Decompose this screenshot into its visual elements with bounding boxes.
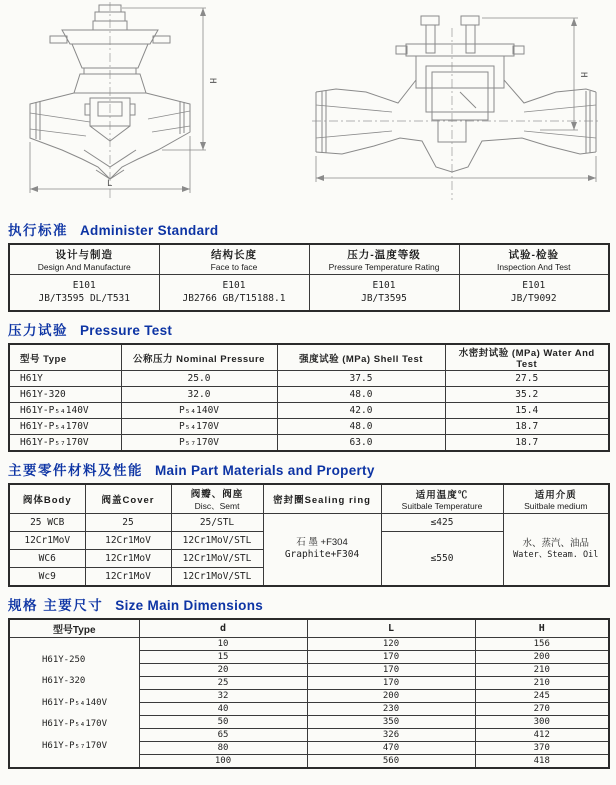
column-header-l: L: [307, 619, 475, 638]
cell-cover: 12Cr1MoV: [85, 568, 171, 586]
materials-table: [8, 483, 610, 587]
section-title-dimensions: [8, 594, 616, 614]
table-cell: E101 JB/T3595: [309, 274, 459, 311]
table-row: [9, 371, 609, 387]
dimensions-table: [8, 618, 610, 770]
cell-body: WC6: [9, 550, 85, 568]
cell-shell: 42.0: [277, 403, 445, 419]
cell-body: 12Cr1MoV: [9, 532, 85, 550]
table-row: [9, 403, 609, 419]
column-header: 压力-温度等级 Pressure Temperature Rating: [309, 244, 459, 274]
column-header: 试验-检验 Inspection And Test: [459, 244, 609, 274]
section-title-administer-standard: [8, 219, 616, 239]
cell-body: 25 WCB: [9, 514, 85, 532]
cell-water: 35.2: [445, 387, 609, 403]
section-title-zh: 执行标准: [8, 223, 68, 238]
cell-type: H61Y-320: [9, 387, 121, 403]
cell-nominal: P₅₇170V: [121, 435, 277, 451]
cell-nominal: P₅₄140V: [121, 403, 277, 419]
table-cell: E101 JB/T9092: [459, 274, 609, 311]
cell-l: 230: [307, 703, 475, 716]
cell-water: 27.5: [445, 371, 609, 387]
technical-drawings: [0, 0, 616, 212]
section-title-zh: 压力试验: [8, 323, 68, 338]
type-label: H61Y-P₅₇170V: [42, 740, 108, 751]
cell-l: 350: [307, 716, 475, 729]
column-header-water-test: 水密封试验 (MPa) Water And Test: [445, 344, 609, 371]
cell-shell: 48.0: [277, 419, 445, 435]
section-title-en: Main Part Materials and Property: [155, 462, 375, 478]
cell-l: 326: [307, 729, 475, 742]
cell-h: 412: [475, 729, 609, 742]
cell-shell: 37.5: [277, 371, 445, 387]
section-title-en: Pressure Test: [80, 323, 173, 338]
column-header: 结构长度 Face to face: [159, 244, 309, 274]
cell-d: 65: [139, 729, 307, 742]
column-header-cover: 阀盖Cover: [85, 484, 171, 514]
cell-h: 418: [475, 755, 609, 769]
section-title-en: Administer Standard: [80, 223, 219, 238]
cell-h: 210: [475, 677, 609, 690]
table-row: [9, 419, 609, 435]
section-title-materials: [8, 459, 616, 479]
administer-standard-table: [8, 243, 610, 312]
cell-d: 20: [139, 664, 307, 677]
cell-type-list: [9, 638, 139, 769]
table-cell: E101 JB2766 GB/T15188.1: [159, 274, 309, 311]
cell-h: 245: [475, 690, 609, 703]
column-header: 设计与制造 Design And Manufacture: [9, 244, 159, 274]
table-cell: E101 JB/T3595 DL/T531: [9, 274, 159, 311]
cell-disc: 12Cr1MoV/STL: [171, 532, 263, 550]
valve-section-drawing-left: [30, 2, 217, 198]
cell-l: 170: [307, 664, 475, 677]
cell-cover: 12Cr1MoV: [85, 550, 171, 568]
cell-water: 18.7: [445, 419, 609, 435]
table-row: [9, 274, 609, 311]
column-header-body: 阀体Body: [9, 484, 85, 514]
dim-label-h-left: H: [207, 78, 217, 84]
cell-type: H61Y: [9, 371, 121, 387]
cell-type: H61Y-P₅₇170V: [9, 435, 121, 451]
cell-cover: 12Cr1MoV: [85, 532, 171, 550]
cell-disc: 25/STL: [171, 514, 263, 532]
cell-h: 300: [475, 716, 609, 729]
table-header-row: [9, 344, 609, 371]
section-title-en: Size Main Dimensions: [115, 597, 264, 613]
column-header-temperature: 适用温度℃ Suitbale Temperature: [381, 484, 503, 514]
column-header-disc: 阀瓣、阀座 Disc、Semt: [171, 484, 263, 514]
cell-d: 15: [139, 651, 307, 664]
section-title-zh: 规格 主要尺寸: [8, 597, 104, 613]
cell-h: 370: [475, 742, 609, 755]
cell-temperature-550: ≤550: [381, 532, 503, 586]
cell-l: 560: [307, 755, 475, 769]
cell-shell: 63.0: [277, 435, 445, 451]
cell-sealing-ring: 石 墨 +F304 Graphite+F304: [263, 514, 381, 586]
cell-body: Wc9: [9, 568, 85, 586]
type-label: H61Y-250: [42, 654, 86, 665]
cell-disc: 12Cr1MoV/STL: [171, 550, 263, 568]
cell-l: 470: [307, 742, 475, 755]
cell-cover: 25: [85, 514, 171, 532]
cell-d: 25: [139, 677, 307, 690]
type-stack: [12, 647, 137, 759]
cell-h: 270: [475, 703, 609, 716]
cell-water: 15.4: [445, 403, 609, 419]
cell-disc: 12Cr1MoV/STL: [171, 568, 263, 586]
table-header-row: [9, 244, 609, 274]
pressure-test-table: [8, 343, 610, 452]
cell-nominal: P₅₄170V: [121, 419, 277, 435]
dim-label-h-right: H: [578, 72, 588, 78]
cell-d: 50: [139, 716, 307, 729]
cell-shell: 48.0: [277, 387, 445, 403]
type-label: H61Y-P₅₄140V: [42, 697, 108, 708]
valve-drawing-right: [312, 16, 600, 200]
cell-nominal: 32.0: [121, 387, 277, 403]
cell-type: H61Y-P₅₄170V: [9, 419, 121, 435]
table-row: [9, 435, 609, 451]
column-header-type: 型号 Type: [9, 344, 121, 371]
cell-d: 100: [139, 755, 307, 769]
dim-label-l-left: L: [107, 179, 113, 189]
column-header-h: H: [475, 619, 609, 638]
table-row: [9, 514, 609, 532]
cell-d: 32: [139, 690, 307, 703]
cell-temperature-425: ≤425: [381, 514, 503, 532]
cell-type: H61Y-P₅₄140V: [9, 403, 121, 419]
type-label: H61Y-P₅₄170V: [42, 719, 108, 729]
cell-h: 200: [475, 651, 609, 664]
column-header-medium: 适用介质 Suitbale medium: [503, 484, 609, 514]
section-title-zh: 主要零件材料及性能: [8, 462, 143, 478]
cell-l: 170: [307, 651, 475, 664]
cell-h: 156: [475, 638, 609, 651]
cell-l: 170: [307, 677, 475, 690]
cell-nominal: 25.0: [121, 371, 277, 387]
cell-d: 40: [139, 703, 307, 716]
type-label: H61Y-320: [42, 676, 86, 686]
table-header-row: [9, 484, 609, 514]
cell-d: 10: [139, 638, 307, 651]
valve-drawings-svg: [0, 0, 616, 212]
cell-l: 120: [307, 638, 475, 651]
cell-h: 210: [475, 664, 609, 677]
column-header-type: 型号Type: [9, 619, 139, 638]
table-row: [9, 638, 609, 651]
section-title-pressure-test: [8, 319, 616, 339]
cell-medium: 水、蒸汽、油品 Water、Steam. Oil: [503, 514, 609, 586]
table-header-row: [9, 619, 609, 638]
cell-l: 200: [307, 690, 475, 703]
column-header-d: d: [139, 619, 307, 638]
cell-water: 18.7: [445, 435, 609, 451]
column-header-nominal-pressure: 公称压力 Nominal Pressure: [121, 344, 277, 371]
column-header-sealing: 密封圈Sealing ring: [263, 484, 381, 514]
column-header-shell-test: 强度试验 (MPa) Shell Test: [277, 344, 445, 371]
table-row: [9, 387, 609, 403]
cell-d: 80: [139, 742, 307, 755]
